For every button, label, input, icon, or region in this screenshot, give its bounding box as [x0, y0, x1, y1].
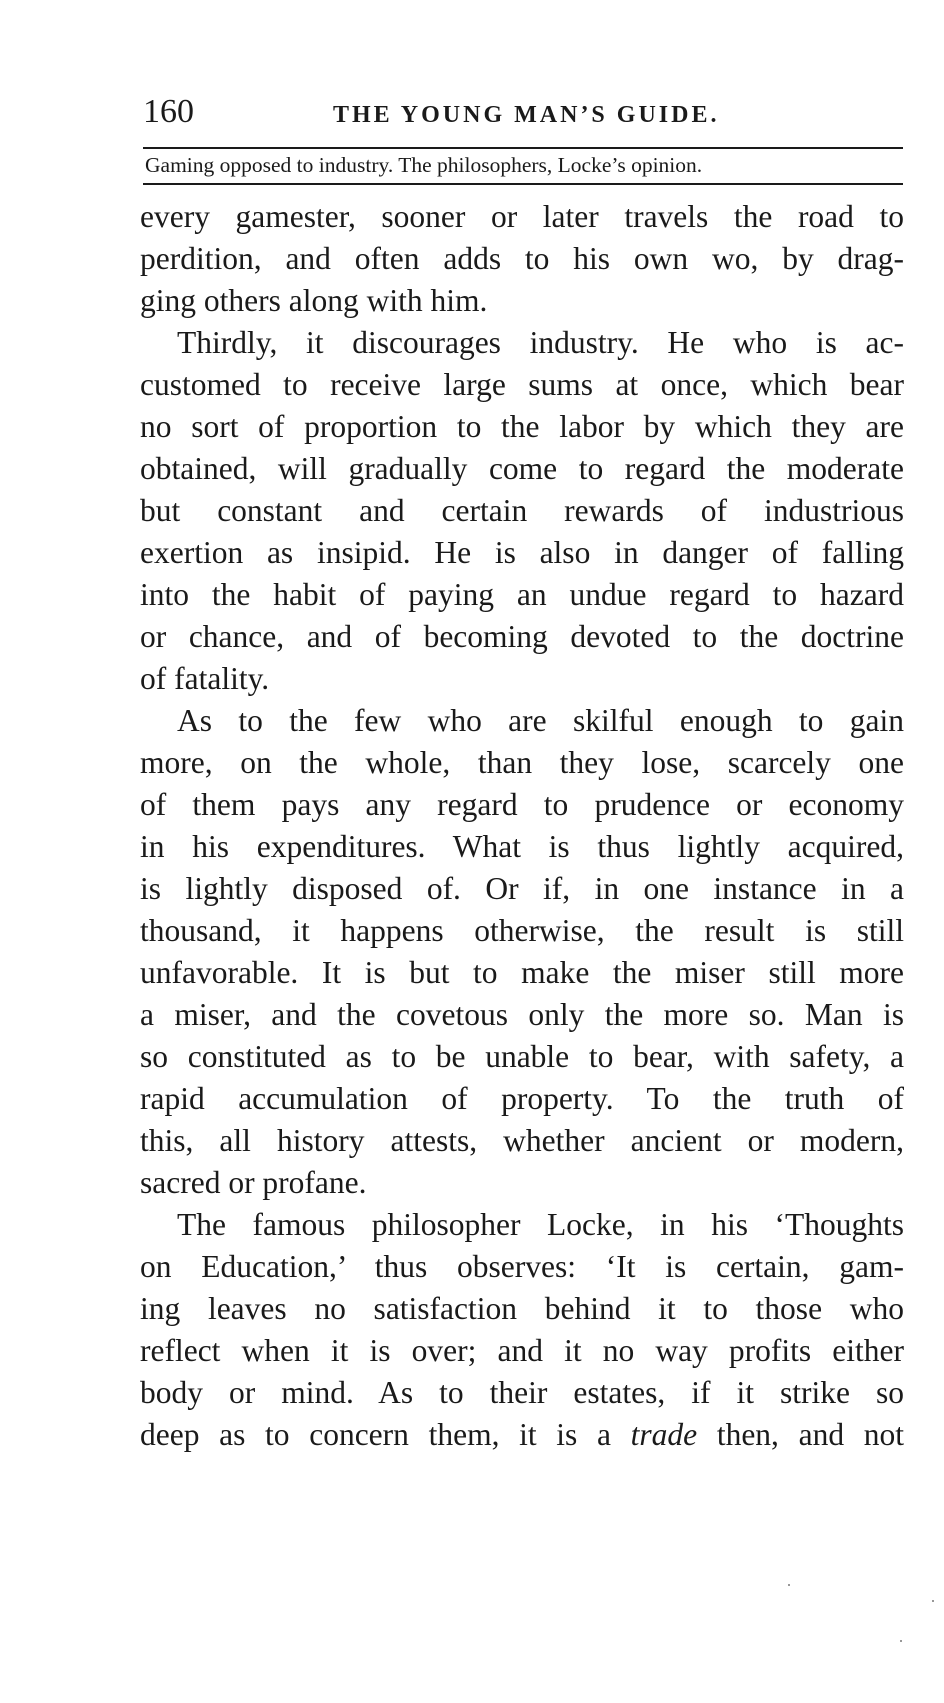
- text-line: is lightly disposed of. Or if, in one instance in a: [140, 871, 904, 906]
- print-speck: [932, 1600, 934, 1602]
- text-line: ging others along with him.: [140, 283, 488, 318]
- italic-word: trade: [630, 1417, 698, 1452]
- text-line: into the habit of paying an undue regard to hazard: [140, 577, 904, 612]
- text-line: customed to receive large sums at once, which bear: [140, 367, 904, 402]
- body-text: [140, 196, 904, 1456]
- print-speck: [900, 1640, 902, 1642]
- text-line: sacred or profane.: [140, 1165, 367, 1200]
- text-line: rapid accumulation of property. To the truth of: [140, 1081, 904, 1116]
- text-line: thousand, it happens otherwise, the result is still: [140, 913, 904, 948]
- text-line: a miser, and the covetous only the more so. Man is: [140, 997, 904, 1032]
- text-line: exertion as insipid. He is also in danger of falling: [140, 535, 904, 570]
- text-line: Thirdly, it discourages industry. He who is ac-: [177, 325, 904, 360]
- text-line: in his expenditures. What is thus lightly acquired,: [140, 829, 904, 864]
- text-line: reflect when it is over; and it no way profits either: [140, 1333, 904, 1368]
- text-line: perdition, and often adds to his own wo, by drag-: [140, 241, 904, 276]
- text-line: of them pays any regard to prudence or economy: [140, 787, 904, 822]
- text-line: body or mind. As to their estates, if it strike so: [140, 1375, 904, 1410]
- text-line: every gamester, sooner or later travels the road to: [140, 199, 904, 234]
- text-line: The famous philosopher Locke, in his ‘Thoughts: [177, 1207, 904, 1242]
- text-line: of fatality.: [140, 661, 270, 696]
- header-rule-top: [143, 147, 903, 149]
- print-speck: [788, 1584, 790, 1586]
- text-line: no sort of proportion to the labor by which they are: [140, 409, 904, 444]
- text-line: unfavorable. It is but to make the miser still more: [140, 955, 904, 990]
- text-line: more, on the whole, than they lose, scarcely one: [140, 745, 904, 780]
- text-line: so constituted as to be unable to bear, with safety, a: [140, 1039, 904, 1074]
- text-line: but constant and certain rewards of industrious: [140, 493, 904, 528]
- text-line: obtained, will gradually come to regard the moderate: [140, 451, 904, 486]
- text-line: [140, 1414, 904, 1456]
- text-line: As to the few who are skilful enough to gain: [177, 703, 904, 738]
- page-number: 160: [143, 93, 194, 130]
- text-segment: then, and not: [697, 1417, 905, 1452]
- running-title: THE YOUNG MAN’S GUIDE.: [333, 102, 720, 128]
- text-line: on Education,’ thus observes: ‘It is certain, gam-: [140, 1249, 904, 1284]
- running-head: [143, 92, 903, 142]
- text-segment: deep as to concern them, it is a: [140, 1417, 631, 1452]
- text-line: or chance, and of becoming devoted to the doctrine: [140, 619, 904, 654]
- text-line: ing leaves no satisfaction behind it to those who: [140, 1291, 904, 1326]
- text-line: this, all history attests, whether ancient or modern,: [140, 1123, 904, 1158]
- section-subhead: Gaming opposed to industry. The philosophers, Locke’s opinion.: [145, 153, 703, 177]
- header-rule-bottom: [143, 183, 903, 185]
